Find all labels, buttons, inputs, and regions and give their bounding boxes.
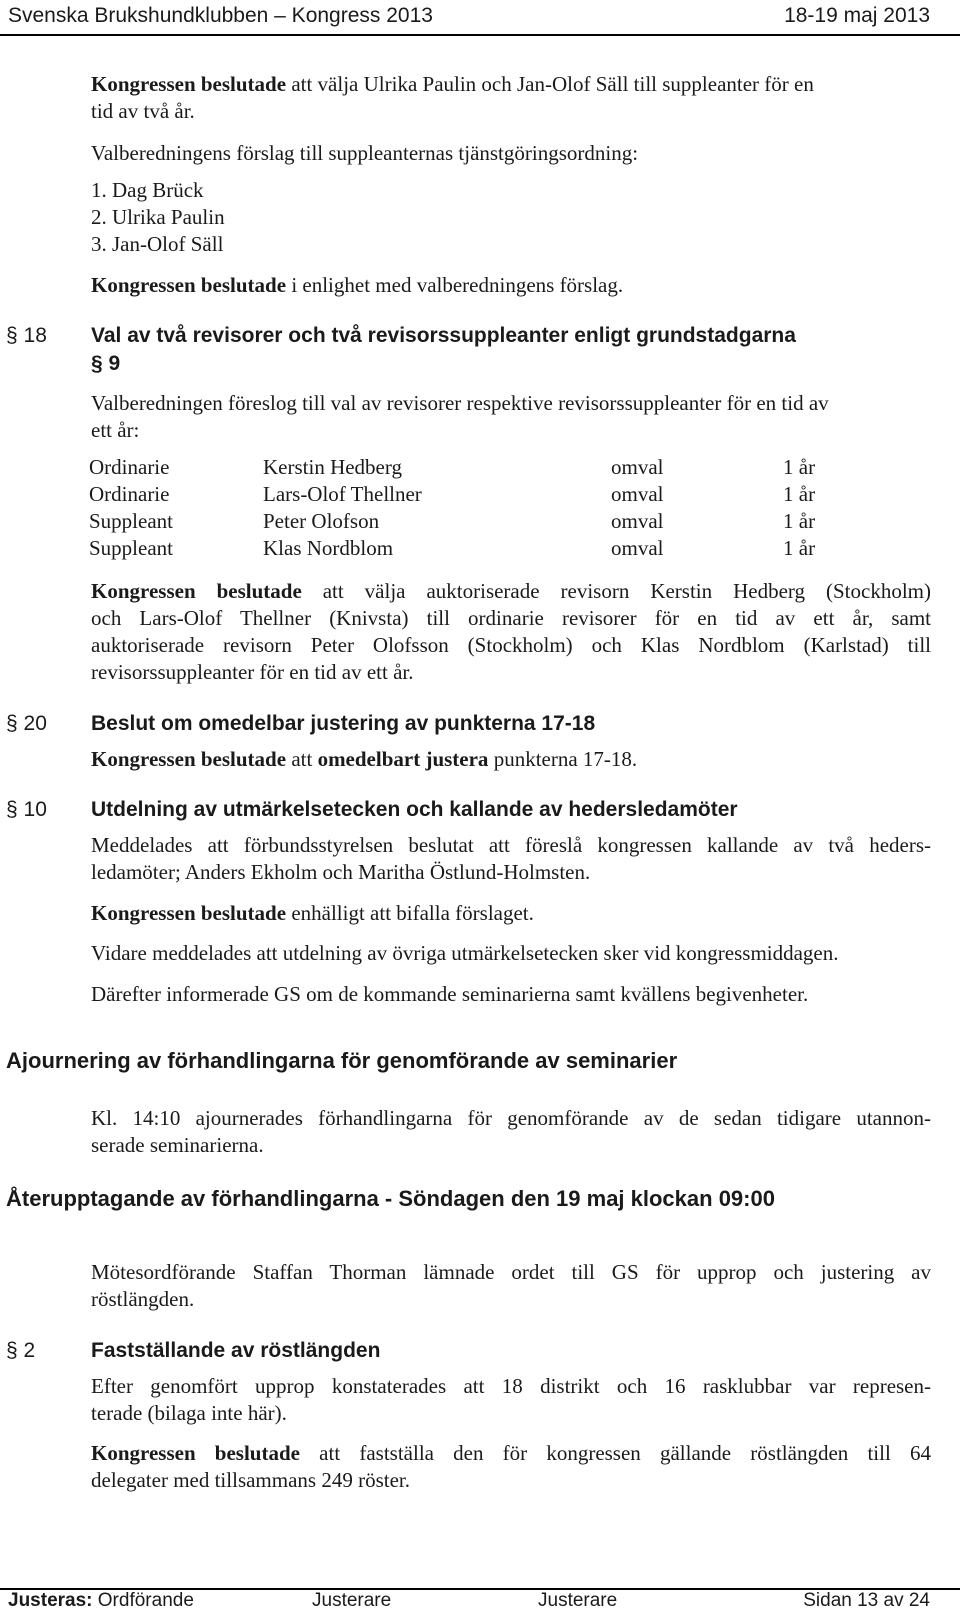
decision-text-cont: tid av två år. (91, 99, 195, 123)
table-cell-action: omval (611, 482, 664, 506)
list-item: 3. Jan-Olof Säll (91, 232, 224, 256)
section-subnumber-value: 9 (108, 352, 121, 375)
table-cell-name: Peter Olofson (263, 509, 380, 533)
paragraph-line: terade (bilaga inte här). (91, 1401, 287, 1425)
paragraph (91, 1373, 931, 1427)
section-number (6, 324, 47, 348)
header-date: 18-19 maj 2013 (784, 4, 930, 27)
section-number (6, 798, 47, 822)
decision-paragraph (91, 1440, 931, 1494)
footer-adjuster: Justerare (312, 1590, 392, 1611)
section-title: Beslut om omedelbar justering av punkterna 17-18 (91, 712, 596, 735)
intro-text: Valberedningen föreslog till val av revisorer respektive revisorssuppleanter för en tid av (91, 391, 829, 415)
page-number: Sidan 13 av 24 (803, 1590, 930, 1611)
section-mark: § (6, 712, 18, 735)
paragraph-line: Kl. 14:10 ajournerades förhandlingarna för genomförande av de sedan tidigare utannon- (91, 1106, 931, 1130)
section-number (6, 1339, 35, 1363)
decision-text: att (286, 747, 318, 771)
paragraph-line: Mötesordförande Staffan Thorman lämnade ordet till GS för upprop och justering av (91, 1260, 931, 1284)
section-mark: § (6, 324, 18, 347)
paragraph-line: Efter genomfört upprop konstaterades att 18 distrikt och 16 rasklubbar var represen- (91, 1374, 931, 1398)
decision-line: revisorssuppleanter för en tid av ett år. (91, 660, 414, 684)
table-cell-action: omval (611, 509, 664, 533)
footer-chair: Ordförande (92, 1590, 194, 1611)
table-cell-term: 1 år (783, 509, 816, 533)
paragraph (91, 1259, 931, 1313)
section-mark: § (6, 1339, 18, 1362)
decision-line (91, 1440, 931, 1467)
section-mark: § (91, 352, 103, 375)
table-cell-name: Klas Nordblom (263, 536, 394, 560)
decision-label: Kongressen beslutade (91, 901, 287, 925)
section-number-value: 20 (23, 712, 47, 735)
decision-text: enhälligt att bifalla förslaget. (286, 901, 534, 925)
table-cell-term: 1 år (783, 536, 816, 560)
decision-line: och Lars-Olof Thellner (Knivsta) till ordinarie revisorer för en tid av ett år, samt (91, 606, 931, 630)
decision-label: Kongressen beslutade (91, 747, 287, 771)
decision-label: Kongressen beslutade (91, 273, 287, 297)
proposal-intro: Valberedningens förslag till suppleanternas tjänstgöringsordning: (91, 141, 639, 165)
section-number-value: 2 (23, 1339, 36, 1362)
decision-line (91, 900, 534, 927)
table-cell-action: omval (611, 536, 664, 560)
table-cell-role: Suppleant (89, 536, 173, 560)
decision-label: Kongressen beslutade (91, 579, 302, 603)
table-cell-role: Suppleant (89, 509, 173, 533)
header-title: Svenska Brukshundklubben – Kongress 2013 (8, 4, 433, 27)
section-title: Val av två revisorer och två revisorssuppleanter enligt grundstadgarna (91, 324, 796, 347)
table-cell-name: Lars-Olof Thellner (263, 482, 422, 506)
decision-text: att välja Ulrika Paulin och Jan-Olof Säll till suppleanter för en (286, 72, 814, 96)
table-row (89, 482, 815, 509)
section-title: Utdelning av utmärkelsetecken och kallande av hedersledamöter (91, 798, 738, 821)
decision-label: Kongressen beslutade (91, 1441, 300, 1465)
table-cell-role: Ordinarie (89, 482, 170, 506)
footer-approved-label: Justeras: (8, 1590, 93, 1611)
section-number-value: 10 (23, 798, 47, 821)
list-item: 1. Dag Brück (91, 178, 204, 202)
footer-approved (8, 1590, 194, 1612)
list-item: 2. Ulrika Paulin (91, 205, 225, 229)
section-title: Fastställande av röstlängden (91, 1339, 381, 1362)
section-mark: § (6, 798, 18, 821)
paragraph-line: ledamöter; Anders Ekholm och Maritha Östlund-Holmsten. (91, 860, 591, 884)
header-rule (0, 34, 960, 36)
paragraph (91, 1105, 931, 1159)
footer-adjuster: Justerare (538, 1590, 618, 1611)
decision-text: i enlighet med valberedningens förslag. (286, 273, 624, 297)
paragraph-line: serade seminarierna. (91, 1133, 264, 1157)
decision-line: auktoriserade revisorn Peter Olofsson (Stockholm) och Klas Nordblom (Karlstad) till (91, 633, 931, 657)
section-subnumber (91, 352, 120, 376)
decision-line (91, 746, 637, 773)
decision-text: punkterna 17-18. (488, 747, 638, 771)
decision-line: delegater med tillsammans 249 röster. (91, 1468, 410, 1492)
paragraph-line: Meddelades att förbundsstyrelsen beslutat att föreslå kongressen kallande av två heders- (91, 833, 931, 857)
intro-text-cont: ett år: (91, 418, 140, 442)
section-number-value: 18 (23, 324, 47, 347)
paragraph: Därefter informerade GS om de kommande seminarierna samt kvällens begivenheter. (91, 982, 809, 1006)
decision-line (91, 71, 814, 98)
decision-emphasis: omedelbart justera (317, 747, 489, 771)
heading: Ajournering av förhandlingarna för genomförande av seminarier (6, 1048, 678, 1073)
decision-paragraph (91, 578, 931, 686)
paragraph (91, 832, 931, 886)
decision-label: Kongressen beslutade (91, 72, 287, 96)
auditor-table (89, 455, 815, 563)
table-cell-role: Ordinarie (89, 455, 170, 479)
heading: Återupptagande av förhandlingarna - Söndagen den 19 maj klockan 09:00 (6, 1186, 775, 1211)
decision-text: att fastställa den för kongressen gällande röstlängden till 64 (299, 1441, 931, 1465)
table-row (89, 455, 815, 482)
table-cell-term: 1 år (783, 482, 816, 506)
table-row (89, 536, 815, 563)
decision-text: att välja auktoriserade revisorn Kerstin Hedberg (Stockholm) (301, 579, 931, 603)
section-number (6, 712, 47, 736)
table-row (89, 509, 815, 536)
table-cell-name: Kerstin Hedberg (263, 455, 402, 479)
paragraph: Vidare meddelades att utdelning av övriga utmärkelsetecken sker vid kongressmiddagen. (91, 941, 839, 965)
decision-line (91, 578, 931, 605)
paragraph-line: röstlängden. (91, 1287, 195, 1311)
table-cell-term: 1 år (783, 455, 816, 479)
decision-line (91, 272, 623, 299)
table-cell-action: omval (611, 455, 664, 479)
